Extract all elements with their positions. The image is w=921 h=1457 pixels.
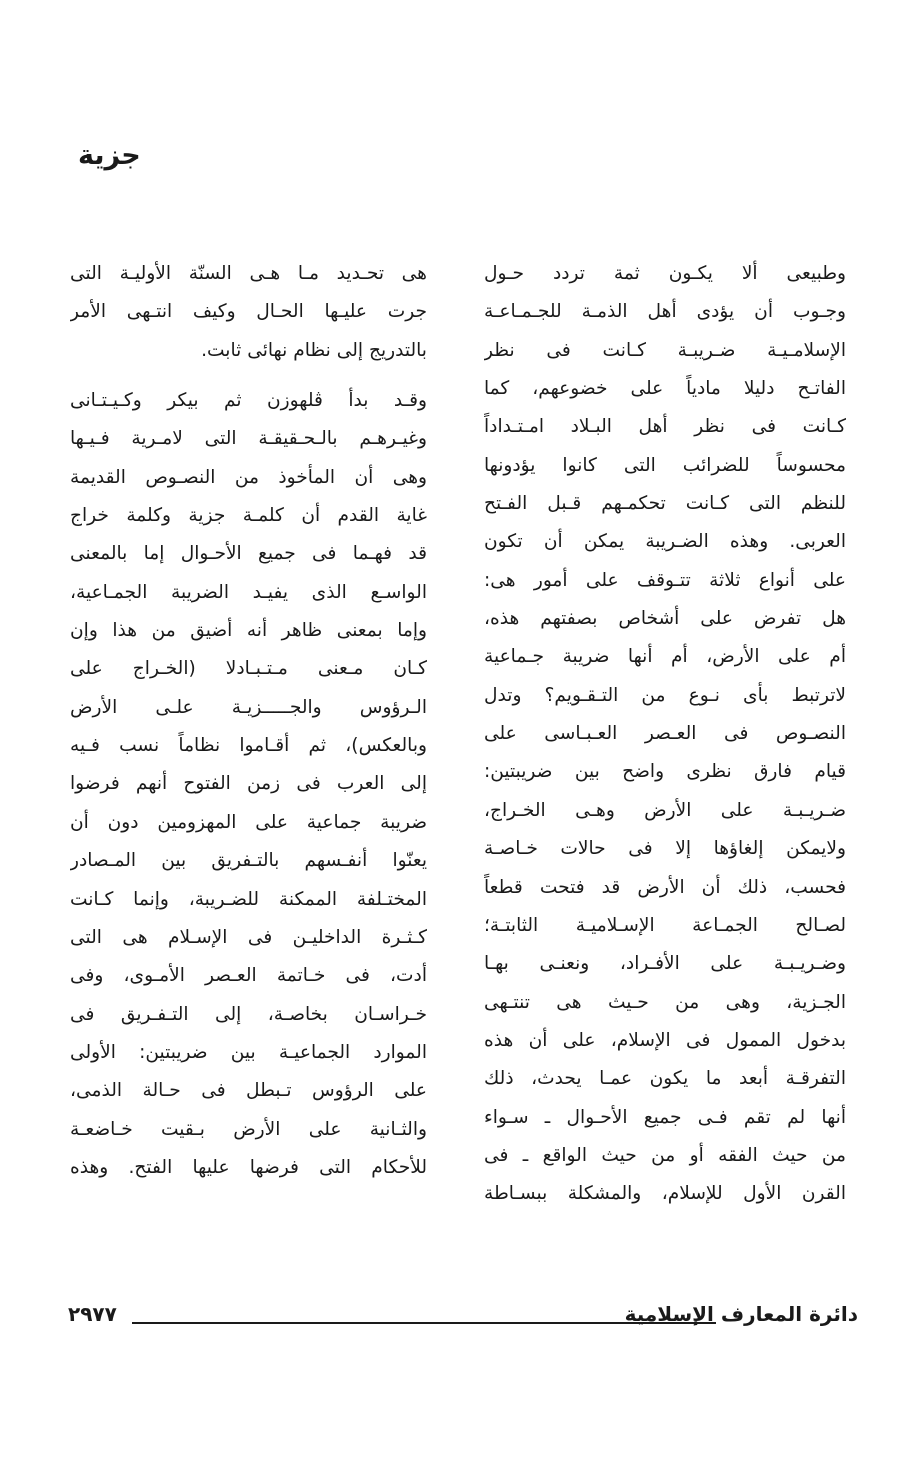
- text-line: أدت، فى خـاتمة العـصر الأمـوى، وفى: [70, 965, 427, 987]
- running-head: جزية: [78, 140, 141, 171]
- text-line: وجـوب أن يؤدى أهل الذمـة للجـمـاعـة: [484, 301, 846, 323]
- text-line: الفاتـح دليلا مادياً على خضوعهم، كما: [484, 378, 846, 400]
- text-line: المختـلفة الممكنة للضـريبة، وإنما كـانت: [70, 888, 427, 910]
- text-line: خـراسـان بخاصـة، إلى التـفـريق فى: [70, 1003, 427, 1025]
- text-line: للأحكام التى فرضها عليها الفتح. وهذه: [70, 1156, 427, 1178]
- text-line: كـان مـعنى مـتـبـادلا (الخـراج على: [70, 658, 427, 680]
- text-line: وضـريـبـة على الأفـراد، ونعنـى بهـا: [484, 953, 846, 975]
- text-line: الـرؤوس والجـــــزيـة علـى الأرض: [70, 696, 427, 718]
- paragraph: [70, 382, 427, 1187]
- paragraph: [484, 255, 846, 1214]
- text-line: وهى أن المأخوذ من النصـوص القديمة: [70, 466, 427, 488]
- text-line: أم على الأرض، أم أنها ضريبة جـماعية: [484, 646, 846, 668]
- text-line: قيام فارق نظرى واضح بين ضريبتين:: [484, 761, 846, 783]
- text-line: فحسب، ذلك أن الأرض قد فتحت قطعاً: [484, 876, 846, 898]
- text-line: وبالعكس)، ثم أقـاموا نظاماً نسب فـيه: [70, 735, 427, 757]
- text-line: الجـزية، وهى من حـيث هى تنتـهى: [484, 991, 846, 1013]
- text-line: التفرقـة أبعد ما يكون عمـا يحدث، ذلك: [484, 1068, 846, 1090]
- text-line: ولايمكن إلغاؤها إلا فى حالات خـاصـة: [484, 838, 846, 860]
- text-line: إلى العرب فى زمن الفتوح أنهم فرضوا: [70, 773, 427, 795]
- text-line: على الرؤوس تـبطل فى حـالة الذمى،: [70, 1080, 427, 1102]
- text-line: وطبيعى ألا يكـون ثمة تردد حـول: [484, 263, 846, 284]
- text-line: على أنواع ثلاثة تتـوقف على أمور هى:: [484, 569, 846, 591]
- text-line: هل تفرض على أشخاص بصفتهم هذه،: [484, 608, 846, 630]
- text-line: بدخول الممول فى الإسلام، على أن هذه: [484, 1029, 846, 1051]
- text-line: والثـانية على الأرض بـقيت خـاضعـة: [70, 1118, 427, 1140]
- text-line: النصـوص فى العـصر العـبـاسى على: [484, 723, 846, 745]
- text-line: أنها لم تقم فـى جميع الأحـوال ـ سـواء: [484, 1106, 846, 1128]
- page-footer: [68, 1298, 858, 1338]
- paragraph-gap: [70, 370, 427, 382]
- text-line: وقـد بدأ ڤلهوزن ثم بيكر وكـيـتـانى: [70, 390, 427, 412]
- text-line: من حيث الفقه أو من حيث الواقع ـ فى: [484, 1144, 846, 1166]
- text-line: القرن الأول للإسلام، والمشكلة ببسـاطة: [484, 1183, 846, 1205]
- paragraph: [70, 255, 427, 370]
- text-line: يعنّوا أنفـسهم بالتـفريق بين المـصادر: [70, 850, 427, 872]
- text-line: الواسـع الذى يفيـد الضريبة الجمـاعية،: [70, 581, 427, 603]
- text-line: لاترتبط بأى نـوع من التـقـويم؟ وتدل: [484, 684, 846, 706]
- text-line: الموارد الجماعيـة بين ضريبتين: الأولى: [70, 1041, 427, 1063]
- text-line: كـثـرة الداخليـن فى الإسـلام هى التى: [70, 926, 427, 948]
- page-number: ٢٩٧٧: [68, 1302, 117, 1326]
- text-line: وإما بمعنى ظاهر أنه أضيق من هذا وإن: [70, 620, 427, 642]
- left-column: [70, 255, 427, 1187]
- text-line: لصـالح الجمـاعة الإسـلاميـة الثابتـة؛: [484, 914, 846, 936]
- right-column: [484, 255, 846, 1214]
- text-line: هى تحـديد مـا هـى السنّة الأوليـة التى: [70, 263, 427, 284]
- text-line: ضريبة جماعية على المهزومين دون أن: [70, 811, 427, 833]
- text-line: غاية القدم أن كلمـة جزية وكلمة خراج: [70, 505, 427, 527]
- text-line: جرت عليـها الحـال وكيف انتـهى الأمر: [70, 301, 427, 323]
- footer-title: دائرة المعارف الإسلامية: [624, 1302, 858, 1326]
- text-line: وغيـرهـم بالـحـقيقـة التى لامـرية فـيـها: [70, 428, 427, 450]
- text-line: قد فهـما فى جميع الأحـوال إما بالمعنى: [70, 543, 427, 565]
- text-line: الإسلامـيـة ضـريبـة كـانت فى نظر: [484, 339, 846, 361]
- text-line: محسوساً للضرائب التى كانوا يؤدونها: [484, 454, 846, 476]
- text-line: كـانت فى نظر أهل البـلاد امـتـداداً: [484, 416, 846, 438]
- text-line: بالتدريج إلى نظام نهائى ثابت.: [201, 339, 427, 361]
- text-line: العربى. وهذه الضـريبة يمكن أن تكون: [484, 531, 846, 553]
- text-line: ضـريـبـة على الأرض وهـى الخـراج،: [484, 799, 846, 821]
- text-line: للنظم التى كـانت تحكمـهم قـبل الفـتح: [484, 493, 846, 515]
